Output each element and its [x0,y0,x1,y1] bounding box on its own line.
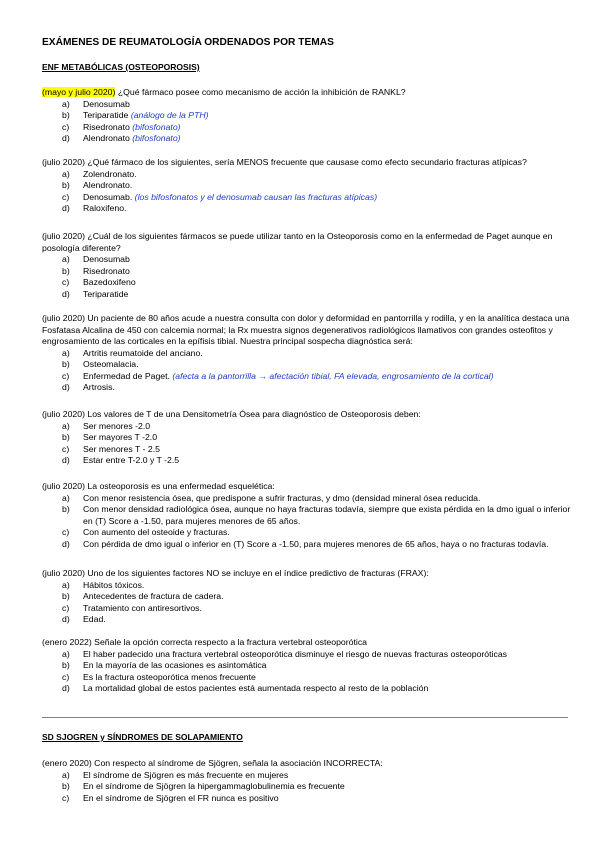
answer-option [42,444,572,456]
option-text: Alendronato. [83,180,133,190]
question-stem [42,758,572,770]
option-text: Con menor resistencia ósea, que predispone a sufrir fracturas, y dmo (densidad mineral ósea reducida. [83,492,481,503]
option-letter: a) [62,168,70,179]
answer-options [42,348,572,394]
question-text: ¿Qué fármaco posee como mecanismo de acción la inhibición de RANKL? [115,87,406,97]
answer-options [42,254,572,300]
option-letter: d) [62,614,70,624]
option-letter: c) [62,370,70,381]
option-text: En el síndrome de Sjögren la hipergammaglobulinemia es frecuente [83,781,345,791]
option-text: Teriparatide [83,288,129,299]
question-stem [42,481,572,493]
answer-option [42,432,572,444]
exam-date-tag: (julio 2020) [42,231,85,241]
answer-option [42,254,572,266]
option-annotation: (bifosfonato) [132,121,181,132]
option-letter: d) [62,288,70,299]
option-text: Artritis reumatoide del anciano. [83,347,203,358]
answer-option [42,266,572,278]
answer-option [42,359,572,371]
option-letter: a) [62,420,70,431]
question-text: Uno de los siguientes factores NO se incluye en el índice predictivo de fracturas (FRAX): [84,568,429,578]
question-stem [42,157,572,169]
question-text: Señale la opción correcta respecto a la fractura vertebral osteoporótica [91,637,368,647]
option-text: Alendronato [83,133,133,143]
exam-date-tag: (enero 2022) [42,637,92,647]
answer-option [42,504,572,527]
option-letter: d) [62,683,70,693]
option-text: El síndrome de Sjögren es más frecuente en mujeres [83,769,289,780]
exam-date-tag: (julio 2020) [42,409,85,419]
question-stem [42,637,572,649]
answer-option [42,455,572,467]
answer-option [42,527,572,539]
answer-option [42,192,572,204]
question-block [42,568,572,626]
option-text: Tratamiento con antiresortivos. [83,602,202,613]
question-text: Con respecto al síndrome de Sjögren, señala la asociación INCORRECTA: [91,758,383,768]
question-block [42,637,572,695]
answer-options [42,649,572,695]
option-annotation: (afecta a la pantorrilla → afectación tibial, FA elevada, engrosamiento de la cortical) [172,370,494,381]
question-block [42,231,572,300]
answer-option [42,133,572,145]
question-block [42,481,572,550]
option-annotation: (análogo de la PTH) [130,110,209,120]
option-text: Denosumab. [83,191,135,202]
question-text: ¿Cuál de los siguientes fármacos se puede utilizar tanto en la Osteoporosis como en la enfermedad de Paget aunque en posología diferente? [42,231,553,253]
option-text: Con menor densidad radiológica ósea, aunque no haya fracturas todavía, siempre que exista pérdida en la dmo igual o inferior en (T) Score a -1.50, para mujeres menores de 65 años. [83,504,571,526]
option-letter: a) [62,98,70,109]
option-letter: d) [62,538,70,549]
answer-option [42,99,572,111]
option-letter: c) [62,443,70,454]
answer-options [42,580,572,626]
answer-option [42,203,572,215]
answer-options [42,99,572,145]
option-letter: a) [62,254,70,264]
question-stem [42,568,572,580]
question-stem [42,409,572,421]
answer-option [42,770,572,782]
answer-options [42,169,572,215]
answer-option [42,110,572,122]
answer-option [42,289,572,301]
option-letter: c) [62,527,70,537]
option-text: Con pérdida de dmo igual o inferior en (T) Score a -1.50, para mujeres menores de 65 años, haya o no fracturas todavía. [83,538,549,549]
answer-options [42,493,572,551]
option-letter: d) [62,382,70,392]
exam-date-tag: (julio 2020) [42,568,85,578]
answer-options [42,421,572,467]
option-text: Denosumab [83,98,130,109]
option-text: Enfermedad de Paget. [83,370,173,381]
option-text: Con aumento del osteoide y fracturas. [83,527,230,537]
answer-option [42,421,572,433]
answer-option [42,493,572,505]
answer-option [42,614,572,626]
answer-option [42,603,572,615]
question-block [42,409,572,467]
question-stem [42,313,572,348]
question-stem [42,87,572,99]
answer-option [42,591,572,603]
option-text: Teriparatide [83,110,131,120]
answer-options [42,770,572,805]
option-letter: c) [62,277,70,287]
option-letter: b) [62,432,70,442]
answer-option [42,371,572,383]
option-letter: a) [62,347,70,358]
question-stem [42,231,572,254]
option-text: Osteomalacia. [83,359,139,369]
answer-option [42,649,572,661]
option-text: Risedronato [83,121,133,132]
answer-option [42,382,572,394]
option-letter: b) [62,504,70,514]
option-letter: b) [62,265,70,276]
answer-option [42,793,572,805]
answer-option [42,180,572,192]
answer-option [42,122,572,134]
option-letter: c) [62,191,70,202]
exam-date-tag: (enero 2020) [42,758,92,768]
question-block [42,157,572,215]
option-letter: c) [62,792,70,803]
option-letter: a) [62,648,70,659]
option-text: Denosumab [83,254,130,264]
answer-option [42,348,572,360]
option-letter: c) [62,671,70,682]
option-letter: d) [62,455,70,465]
answer-option [42,539,572,551]
option-text: El haber padecido una fractura vertebral osteoporótica disminuye el riesgo de nuevas fracturas osteoporóticas [83,648,507,659]
option-text: La mortalidad global de estos pacientes está aumentada respecto al resto de la población [83,683,429,693]
answer-option [42,672,572,684]
option-letter: a) [62,579,70,590]
option-text: Artrosis. [83,382,115,392]
question-block [42,87,572,145]
option-letter: d) [62,133,70,143]
question-text: ¿Qué fármaco de los siguientes, sería MENOS frecuente que causase como efecto secundario fracturas atípicas? [84,157,527,167]
option-text: Ser mayores T -2.0 [83,432,158,442]
option-letter: b) [62,110,70,120]
option-letter: c) [62,602,70,613]
option-letter: d) [62,203,70,213]
answer-option [42,277,572,289]
exam-date-tag: (mayo y julio 2020) [42,87,116,97]
question-text: Un paciente de 80 años acude a nuestra consulta con dolor y deformidad en pantorrilla y rodilla, y en la analítica destaca una Fosfatasa Alcalina de 450 con calcemia normal; la Rx muestra signos degenerativos radiológicos llamativos con grandes osteofitos y engrosamiento de las corticales en la epífisis tibial. Nuestra principal sospecha diagnóstica será: [42,313,570,346]
option-text: Antecedentes de fractura de cadera. [83,591,224,601]
section-heading: ENF METABÓLICAS (OSTEOPOROSIS) [42,62,200,72]
option-letter: b) [62,781,70,791]
option-letter: a) [62,492,70,503]
option-annotation: (bifosfonato) [132,133,181,143]
option-text: Raloxifeno. [83,203,127,213]
exam-date-tag: (julio 2020) [42,157,85,167]
option-text: Risedronato [83,265,130,276]
page-title: EXÁMENES DE REUMATOLOGÍA ORDENADOS POR TEMAS [42,37,334,48]
option-text: En la mayoría de las ocasiones es asintomática [83,660,267,670]
answer-option [42,660,572,672]
question-text: La osteoporosis es una enfermedad esquelética: [84,481,275,491]
section-divider [42,717,568,718]
option-letter: b) [62,359,70,369]
answer-option [42,169,572,181]
option-letter: c) [62,121,70,132]
option-text: Ser menores -2.0 [83,420,151,431]
exam-date-tag: (julio 2020) [42,313,85,323]
option-text: Estar entre T-2.0 y T -2.5 [83,455,180,465]
option-text: En el síndrome de Sjögren el FR nunca es positivo [83,792,279,803]
option-letter: b) [62,180,70,190]
option-text: Hábitos tóxicos. [83,579,145,590]
option-letter: a) [62,769,70,780]
answer-option [42,683,572,695]
option-annotation: (los bifosfonatos y el denosumab causan las fracturas atípicas) [134,191,378,202]
question-block [42,758,572,804]
answer-option [42,580,572,592]
option-text: Zolendronato. [83,168,137,179]
option-text: Es la fractura osteoporótica menos frecuente [83,671,256,682]
option-letter: b) [62,660,70,670]
section-heading: SD SJOGREN y SÍNDROMES DE SOLAPAMIENTO [42,732,243,742]
exam-date-tag: (julio 2020) [42,481,85,491]
option-text: Ser menores T - 2.5 [83,443,160,454]
answer-option [42,781,572,793]
option-letter: b) [62,591,70,601]
option-text: Edad. [83,614,106,624]
question-block [42,313,572,394]
option-text: Bazedoxifeno [83,277,136,287]
question-text: Los valores de T de una Densitometría Ósea para diagnóstico de Osteoporosis deben: [84,409,421,419]
